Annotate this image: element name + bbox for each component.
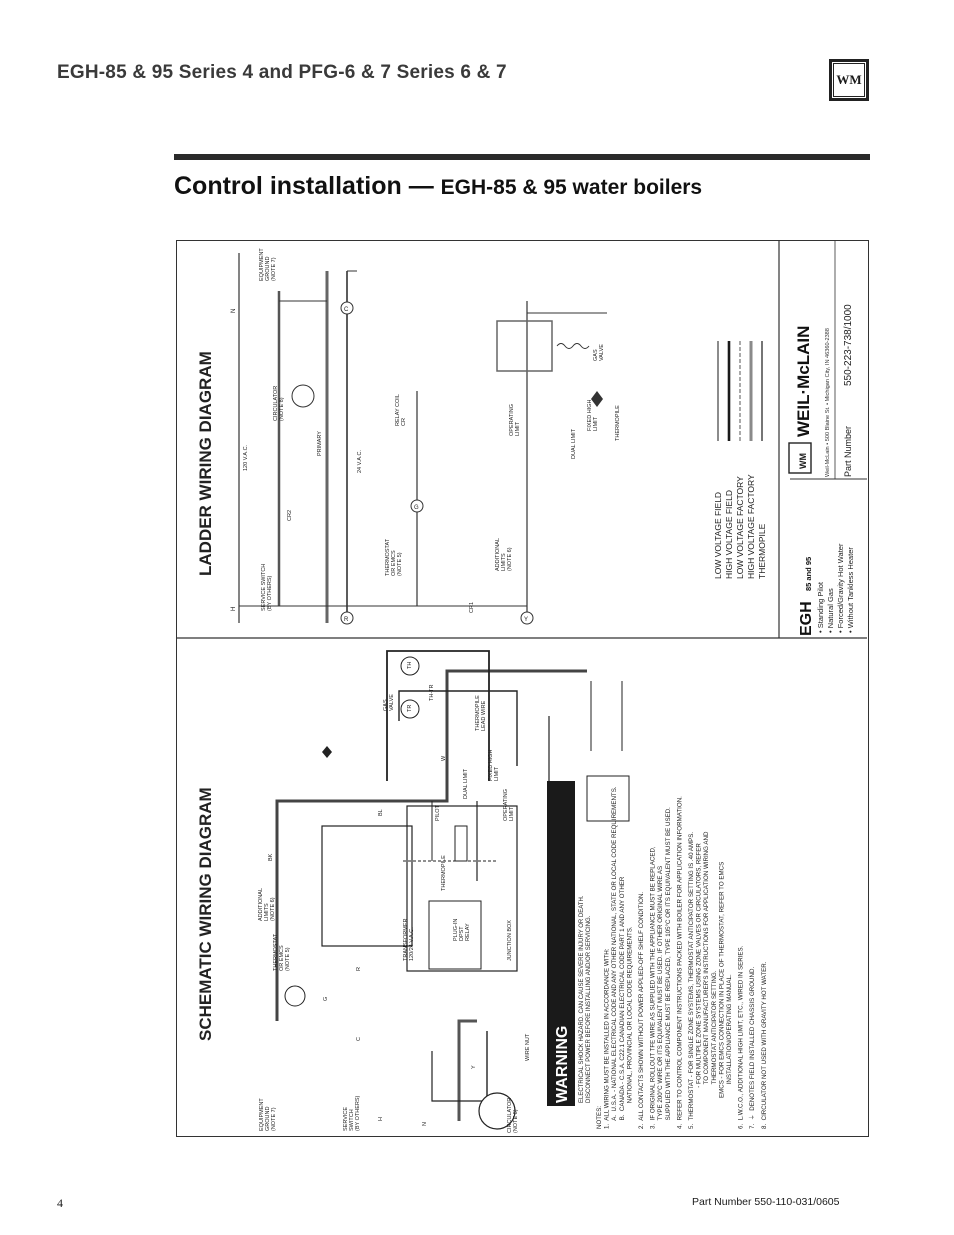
- svg-text:(BY OTHERS): (BY OTHERS): [355, 1095, 361, 1131]
- schematic-operating-limit-label: [503, 789, 515, 821]
- svg-text:GROUND: GROUND: [265, 256, 271, 281]
- schematic-label-y: Y: [471, 1065, 477, 1069]
- ladder-label-thermopile: THERMOPILE: [615, 405, 621, 441]
- svg-text:ADDITIONAL: ADDITIONAL: [258, 887, 264, 921]
- model-feature-2: • Natural Gas: [826, 588, 835, 633]
- svg-text:SWITCH: SWITCH: [349, 1109, 355, 1131]
- note-line: 1. ALL WIRING MUST BE INSTALLED IN ACCORDANCE WITH:: [603, 948, 611, 1129]
- note-line: - FOR MULTIPLE ZONE SYSTEMS USING ZONE VALVES OR CIRCULATORS, REFER: [695, 843, 703, 1129]
- title-sub: EGH-85 & 95 water boilers: [440, 176, 703, 199]
- svg-text:(NOTE 8): (NOTE 8): [279, 397, 285, 421]
- schematic-thermostat-label: [273, 933, 291, 971]
- schematic-label-dual-limit: DUAL LIMIT: [463, 768, 469, 799]
- model-features: [816, 543, 855, 633]
- svg-text:VALVE: VALVE: [389, 694, 395, 711]
- svg-text:RELAY: RELAY: [465, 923, 471, 941]
- svg-text:RELAY COIL: RELAY COIL: [395, 394, 401, 426]
- note-line: 5. THERMOSTAT - FOR SINGLE ZONE SYSTEMS, THERMOSTAT ANTICIPATOR SETTING IS .40 AMPS.: [688, 831, 695, 1129]
- svg-text:GROUND: GROUND: [265, 1106, 271, 1131]
- svg-text:(NOTE 7): (NOTE 7): [271, 1107, 277, 1131]
- schematic-label-n: N: [422, 1122, 428, 1126]
- schematic-heading: SCHEMATIC WIRING DIAGRAM: [196, 787, 215, 1041]
- model-feature-1: • Standing Pilot: [816, 582, 825, 633]
- svg-text:120/24 V.A.C.: 120/24 V.A.C.: [409, 927, 415, 961]
- ladder-gas-valve-coil: [557, 344, 589, 349]
- svg-text:LIMIT: LIMIT: [593, 416, 599, 431]
- ladder-multiline-labels: [259, 248, 605, 611]
- ladder-additional-limits-label: [495, 538, 513, 571]
- junction-box-outline: [322, 826, 412, 946]
- schematic-label-r: R: [356, 967, 362, 971]
- legend-labels: [713, 474, 767, 579]
- legend-label-low-voltage-field: LOW VOLTAGE FIELD: [713, 491, 723, 579]
- model-sub: 85 and 95: [804, 556, 813, 591]
- ladder-part-label: Part Number: [843, 425, 853, 477]
- svg-text:CIRCULATOR: CIRCULATOR: [273, 385, 279, 421]
- note-line: TYPE 200°C WIRE OR ITS EQUIVALENT MUST BE USED. IF OTHER ORIGINAL WIRE AS: [657, 865, 665, 1129]
- model-box-logo-text: WM: [798, 453, 808, 469]
- schematic-label-tr: TR: [407, 704, 413, 712]
- ladder-label-cr1: CR1: [469, 601, 475, 613]
- svg-text:THERMOSTAT: THERMOSTAT: [385, 538, 391, 576]
- svg-text:(NOTE 6): (NOTE 6): [507, 547, 513, 571]
- schematic-label-c: C: [356, 1037, 362, 1041]
- svg-text:(NOTE 5): (NOTE 5): [397, 552, 403, 576]
- warning-line-1: ELECTRICAL SHOCK HAZARD. CAN CAUSE SEVERE INJURY OR DEATH.: [579, 895, 585, 1103]
- series-title: EGH-85 & 95 Series 4 and PFG-6 & 7 Series 6 & 7: [57, 62, 507, 83]
- svg-text:LIMIT: LIMIT: [509, 806, 515, 821]
- ladder-gas-valve-label: [593, 344, 605, 361]
- svg-text:OR EMCS: OR EMCS: [279, 945, 285, 971]
- note-line: EMCS - FOR EMCS CONNECTION IN PLACE OF THERMOSTAT, REFER TO EMCS: [718, 861, 726, 1129]
- model-name: EGH: [798, 601, 815, 636]
- svg-text:OPERATING: OPERATING: [503, 789, 509, 821]
- note-line: 2. ALL CONTACTS SHOWN WITHOUT POWER APPLIED-OFF SHELF CONDITION.: [638, 891, 645, 1129]
- svg-text:GAS: GAS: [593, 349, 599, 361]
- note-line: INSTALLATION/OPERATING MANUAL.: [726, 974, 733, 1129]
- note-line: THERMOSTAT ANTICIPATOR SETTING.: [710, 970, 718, 1129]
- legend-label-high-voltage-field: HIGH VOLTAGE FIELD: [724, 490, 734, 579]
- svg-text:FIXED HIGH: FIXED HIGH: [488, 749, 494, 781]
- legend-label-thermopile: THERMOPILE: [757, 523, 767, 579]
- warning-title: WARNING: [554, 1025, 571, 1103]
- svg-text:(NOTE 5): (NOTE 5): [285, 947, 291, 971]
- note-line: 6. L.W.C.O., ADDITIONAL HIGH LIMIT, ETC., WIRED IN SERIES.: [737, 945, 745, 1129]
- note-line: NATIONAL, PROVINCIAL OR LOCAL CODE REQUIREMENTS.: [626, 926, 634, 1129]
- title-rule: [174, 154, 870, 160]
- legend-label-low-voltage-factory: LOW VOLTAGE FACTORY: [735, 476, 745, 579]
- ladder-label-g: G: [414, 505, 419, 511]
- note-line: B. CANADA - C.S.A. C22.1 CANADIAN ELECTRICAL CODE PART 1 AND ANY OTHER: [618, 876, 626, 1129]
- svg-text:(NOTE 6): (NOTE 6): [270, 897, 276, 921]
- svg-text:DPST: DPST: [459, 926, 465, 941]
- schematic-fixed-high-limit-label: [488, 749, 500, 781]
- schematic-service-switch-label: [343, 1095, 361, 1131]
- svg-text:SERVICE SWITCH: SERVICE SWITCH: [261, 563, 267, 611]
- schematic-diagram: [196, 651, 768, 1133]
- svg-text:EQUIPMENT: EQUIPMENT: [259, 248, 265, 281]
- note-line: A. U.S.A. - NATIONAL ELECTRICAL CODE AND ANY OTHER NATIONAL, STATE OR LOCAL CODE REQUIREMENTS.: [611, 786, 619, 1129]
- note-line: 8. CIRCULATOR NOT USED WITH GRAVITY HOT WATER.: [760, 961, 768, 1129]
- ladder-label-dual-limit: DUAL LIMIT: [571, 428, 577, 459]
- model-info-box: [789, 241, 867, 636]
- svg-text:EQUIPMENT: EQUIPMENT: [259, 1098, 265, 1131]
- schematic-label-thermopile: THERMOPILE: [441, 855, 447, 891]
- pilot-icon: [455, 826, 467, 861]
- wiring-diagram-panel: [176, 240, 869, 1137]
- note-line: SUPPLIED WITH THE APPLIANCE MUST BE REPLACED, TYPE 105°C OR ITS EQUIVALENT MUST BE USED.: [664, 807, 672, 1129]
- note-line: NOTES:: [596, 1105, 603, 1129]
- weil-mclain-logo: [829, 59, 869, 101]
- svg-text:(NOTE 8): (NOTE 8): [513, 1109, 519, 1133]
- svg-text:OR EMCS: OR EMCS: [391, 550, 397, 576]
- schematic-label-h: H: [378, 1117, 384, 1121]
- footer-part-number: Part Number 550-110-031/0605: [692, 1196, 840, 1208]
- logo-mark: WM: [833, 63, 865, 97]
- schematic-label-th: TH: [407, 661, 413, 669]
- svg-text:(NOTE 7): (NOTE 7): [271, 257, 277, 281]
- svg-text:LIMIT: LIMIT: [515, 421, 521, 436]
- ladder-label-cr2: CR2: [287, 509, 293, 521]
- svg-text:LIMIT: LIMIT: [494, 766, 500, 781]
- schematic-transformer-label: [403, 919, 415, 962]
- legend-label-high-voltage-factory: HIGH VOLTAGE FACTORY: [746, 474, 756, 579]
- svg-text:CR: CR: [401, 418, 407, 426]
- ladder-label-y: Y: [524, 617, 529, 623]
- model-feature-3: • Forced/Gravity Hot Water: [836, 543, 845, 633]
- svg-text:LIMITS: LIMITS: [501, 553, 507, 571]
- ladder-heading: LADDER WIRING DIAGRAM: [196, 351, 215, 576]
- schematic-labels: [258, 662, 531, 1133]
- wiring-notes: [596, 786, 768, 1129]
- svg-text:THERMOSTAT: THERMOSTAT: [273, 933, 279, 971]
- schematic-label-pilot: PILOT: [435, 805, 441, 821]
- wiring-diagram-svg: [177, 241, 867, 1135]
- thermostat-icon: [285, 986, 305, 1006]
- ladder-label-r: R: [344, 617, 349, 623]
- schematic-label-bk: BK: [268, 853, 274, 861]
- ladder-diagram: [196, 241, 867, 636]
- page-title: [174, 172, 702, 201]
- ladder-relay-coil-label: [395, 394, 407, 426]
- svg-text:SERVICE: SERVICE: [343, 1106, 349, 1131]
- note-line: 4. REFER TO CONTROL COMPONENT INSTRUCTIONS PACKED WITH BOILER FOR APPLICATION INFORMATION.: [676, 796, 684, 1129]
- ladder-thermostat-label: [385, 538, 403, 576]
- ladder-circulator-icon: [292, 385, 314, 407]
- ladder-label-c: C: [344, 307, 349, 313]
- svg-text:OPERATING: OPERATING: [509, 404, 515, 436]
- warning-box: [547, 781, 592, 1106]
- svg-text:LIMITS: LIMITS: [264, 903, 270, 921]
- schematic-label-wire-nut: WIRE NUT: [525, 1033, 531, 1061]
- note-line: 3. IF ORIGINAL ROLLOUT TFE WIRE AS SUPPLIED WITH THE APPLIANCE MUST BE REPLACED,: [649, 846, 657, 1129]
- svg-text:ADDITIONAL: ADDITIONAL: [495, 537, 501, 571]
- svg-text:THERMOPILE: THERMOPILE: [475, 695, 481, 731]
- brand-address: Weil-McLain • 500 Blaine St. • Michigan City, IN 46360-2388: [825, 328, 831, 477]
- schematic-thermopile-lead-label: [475, 695, 487, 731]
- svg-text:PLUG-IN: PLUG-IN: [453, 918, 459, 941]
- model-feature-4: • Without Tankless Heater: [846, 547, 855, 633]
- svg-text:CIRCULATOR: CIRCULATOR: [507, 1097, 513, 1133]
- schematic-label-junction-box: JUNCTION BOX: [507, 920, 513, 961]
- schematic-label-g: G: [323, 996, 329, 1001]
- schematic-label-w: W: [441, 755, 447, 761]
- ladder-label-h: H: [231, 606, 237, 611]
- schematic-additional-limits-label: [258, 888, 276, 921]
- ladder-label-primary: PRIMARY: [317, 431, 323, 456]
- schematic-label-th-tr: TH-TR: [429, 684, 435, 701]
- brand-name: WEIL·McLAIN: [794, 325, 813, 437]
- title-main: Control installation —: [174, 172, 441, 200]
- ladder-label-n: N: [231, 308, 237, 313]
- ladder-operating-limit-label: [509, 404, 521, 436]
- note-line: TO COMPONENT MANUFACTURER'S INSTRUCTIONS FOR APPLICATION WIRING AND: [703, 831, 711, 1129]
- svg-text:TRANSFORMER: TRANSFORMER: [403, 918, 409, 961]
- warning-line-2: DISCONNECT POWER BEFORE INSTALLING AND/OR SERVICING.: [586, 915, 592, 1103]
- schematic-plugin-relay-label: [453, 919, 471, 941]
- svg-text:GAS: GAS: [383, 699, 389, 711]
- ladder-label-120vac: 120 V.A.C.: [243, 444, 249, 471]
- note-line: 7. ⏚ DENOTES FIELD INSTALLED CHASSIS GROUND.: [749, 966, 757, 1129]
- limit-control-outline: [587, 776, 629, 821]
- svg-text:LEAD WIRE: LEAD WIRE: [481, 700, 487, 731]
- schematic-gas-valve-label: [383, 694, 395, 711]
- page-number: 4: [57, 1196, 63, 1210]
- svg-text:FIXED HIGH: FIXED HIGH: [587, 399, 593, 431]
- wiring-legend: [713, 341, 767, 579]
- schematic-equipment-ground-label: [259, 1098, 277, 1131]
- schematic-label-bl: BL: [378, 809, 384, 816]
- svg-text:(BY OTHERS): (BY OTHERS): [267, 575, 273, 611]
- ladder-service-switch-label: [261, 564, 273, 611]
- ladder-part-value: 550-223-738/1000: [843, 304, 854, 386]
- schematic-thermopile-icon: [322, 746, 332, 758]
- svg-text:VALVE: VALVE: [599, 344, 605, 361]
- ladder-label-24vac: 24 V.A.C.: [357, 449, 363, 473]
- ladder-equipment-ground-label: [259, 248, 277, 281]
